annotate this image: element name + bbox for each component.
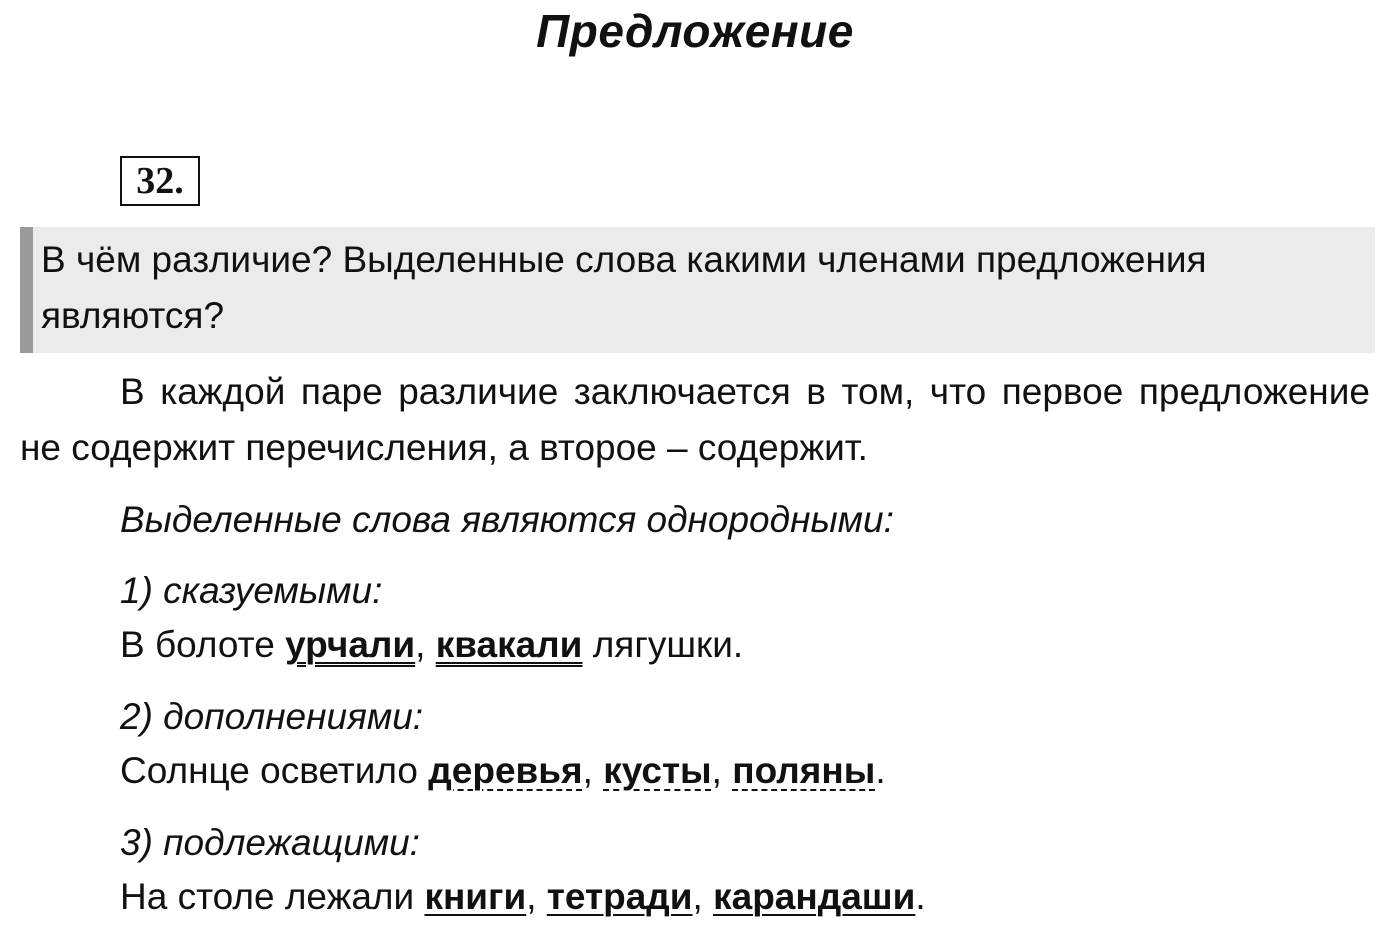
item-2-label: 2) дополнениями: bbox=[120, 696, 424, 737]
item-1-after: лягушки. bbox=[582, 624, 744, 665]
item-2-sep-1: , bbox=[582, 750, 604, 791]
item-1-word-1: урчали bbox=[285, 624, 416, 665]
item-3-sentence bbox=[120, 869, 926, 925]
page-title: Предложение bbox=[536, 5, 854, 57]
task-number-badge: 32. bbox=[120, 156, 200, 206]
item-2-before: Солнце осветило bbox=[120, 750, 429, 791]
item-3-after: . bbox=[915, 876, 926, 917]
item-1-before: В болоте bbox=[120, 624, 286, 665]
item-2-word-3: поляны bbox=[732, 750, 876, 791]
item-1-word-2: квакали bbox=[435, 624, 583, 665]
highlighted-words-heading: Выделенные слова являются однородными: bbox=[120, 499, 894, 540]
item-2-sep-2: , bbox=[711, 750, 733, 791]
item-2-word-1: деревья bbox=[428, 750, 583, 791]
item-3-label: 3) подлежащими: bbox=[120, 822, 420, 863]
item-3-sep-1: , bbox=[526, 876, 547, 917]
item-1-label: 1) сказуемыми: bbox=[120, 570, 383, 611]
item-1-sep-1: , bbox=[415, 624, 436, 665]
item-1-sentence bbox=[120, 617, 743, 673]
item-2-sentence bbox=[120, 743, 886, 799]
item-3-before: На столе лежали bbox=[120, 876, 425, 917]
question-text: В чём различие? Выделенные слова какими членами предложения являются? bbox=[41, 239, 1207, 336]
item-3-sep-2: , bbox=[692, 876, 714, 917]
question-box bbox=[20, 227, 1375, 353]
item-3-word-1: книги bbox=[424, 876, 527, 917]
item-3-word-2: тетради bbox=[546, 876, 693, 917]
answer-intro: В каждой паре различие заключается в том, что первое предложение не содержит перечисления, а второе – содержит. bbox=[20, 371, 1370, 468]
item-2-after: . bbox=[875, 750, 886, 791]
item-3-word-3: карандаши bbox=[713, 876, 916, 917]
item-2-word-2: кусты bbox=[603, 750, 712, 791]
